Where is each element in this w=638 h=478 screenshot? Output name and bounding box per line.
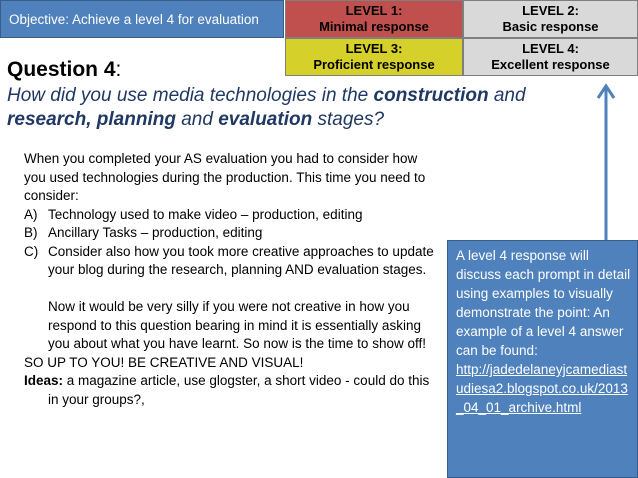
level-2-label: Basic response — [502, 19, 599, 34]
question-part: stages? — [312, 109, 385, 130]
level-1-label: Minimal response — [319, 19, 429, 34]
list-item — [24, 206, 434, 225]
level-1-title: LEVEL 1: — [345, 3, 403, 18]
question-emphasis-evaluation: evaluation — [218, 109, 313, 130]
level-4-box — [463, 38, 638, 76]
intro-paragraph: When you completed your AS evaluation you had to consider how you used technologies during the production. This time you need to consider: — [24, 151, 426, 203]
list-marker: B) — [24, 225, 38, 240]
list-item — [24, 224, 434, 243]
question-title — [7, 58, 121, 82]
advice-paragraph: Now it would be very silly if you were not creative in how you respond to this question bearing in mind it is essentially asking you about what you have learnt. So now is the time to show off! — [48, 299, 426, 351]
list-text: Technology used to make video – production, editing — [48, 206, 363, 222]
level-4-info-box — [447, 240, 638, 478]
level-4-title: LEVEL 4: — [522, 41, 579, 56]
list-marker: A) — [24, 206, 38, 222]
spacer — [24, 280, 434, 299]
list-marker: C) — [24, 243, 39, 259]
list-item — [24, 243, 434, 280]
question-part: and — [488, 85, 526, 106]
ideas-paragraph — [24, 372, 434, 409]
question-title-text: Question 4 — [7, 58, 116, 81]
level-3-label: Proficient response — [313, 57, 435, 72]
level-3-title: LEVEL 3: — [345, 41, 403, 56]
objective-banner — [0, 0, 284, 38]
question-title-colon: : — [115, 58, 122, 81]
level-2-box — [463, 0, 638, 38]
level-1-box — [285, 0, 463, 38]
level-4-label: Excellent response — [491, 57, 610, 72]
up-arrow-icon — [596, 82, 616, 240]
creative-callout: SO UP TO YOU! BE CREATIVE AND VISUAL! — [24, 354, 304, 370]
question-emphasis-research: research, planning — [7, 109, 176, 130]
question-text — [7, 84, 567, 132]
instructions-body — [24, 150, 434, 409]
ideas-label: Ideas: — [24, 373, 64, 388]
ideas-text: a magazine article, use glogster, a short video - could do this in your groups?, — [48, 373, 430, 407]
question-part: How did you use media technologies in the — [7, 85, 374, 106]
objective-text: Objective: Achieve a level 4 for evaluation — [9, 11, 259, 27]
list-text: Consider also how you took more creative approaches to update your blog during the research, planning AND evaluation stages. — [48, 243, 434, 277]
level-3-box — [285, 38, 463, 76]
example-link[interactable]: http://jadedelaneyjcamediastudiesa2.blogspot.co.uk/2013_04_01_archive.html — [456, 362, 628, 415]
info-text: A level 4 response will discuss each prompt in detail using examples to visually demonstrate the point: An example of a level 4 answer can be found: — [456, 248, 631, 358]
question-part: and — [175, 109, 219, 130]
question-emphasis-construction: construction — [373, 85, 489, 106]
level-2-title: LEVEL 2: — [522, 3, 579, 18]
list-text: Ancillary Tasks – production, editing — [48, 225, 263, 240]
